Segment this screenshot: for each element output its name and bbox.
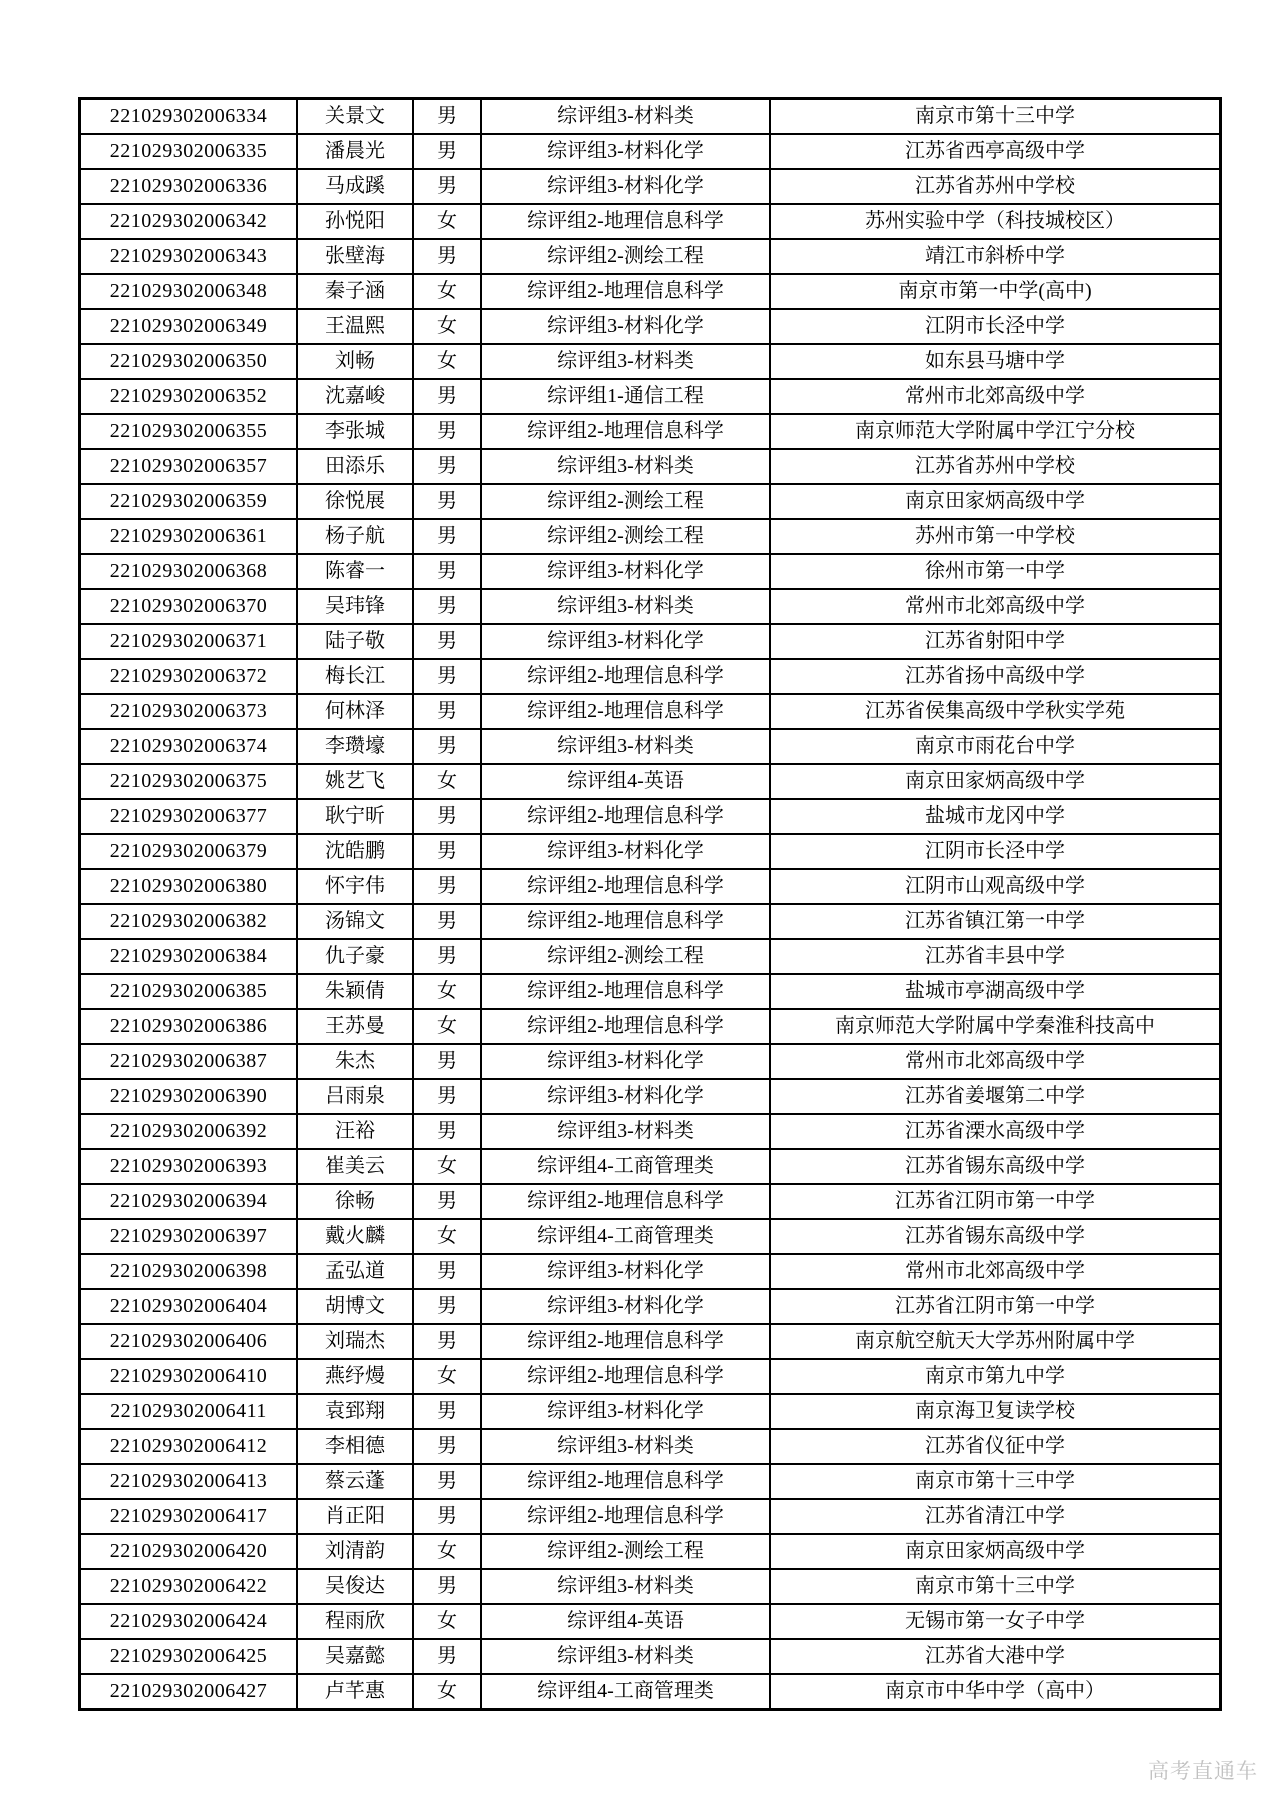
candidate-id-cell: 221029302006384 [80, 939, 298, 974]
candidate-id-cell: 221029302006382 [80, 904, 298, 939]
gender-cell: 男 [413, 1639, 481, 1674]
group-cell: 综评组3-材料化学 [481, 1289, 770, 1324]
candidate-name-cell: 肖正阳 [297, 1499, 413, 1534]
school-cell: 苏州实验中学（科技城校区） [770, 204, 1221, 239]
candidate-id-cell: 221029302006413 [80, 1464, 298, 1499]
table-row [80, 834, 1221, 869]
candidate-id-cell: 221029302006422 [80, 1569, 298, 1604]
candidate-id-cell: 221029302006385 [80, 974, 298, 1009]
gender-cell: 男 [413, 1324, 481, 1359]
candidate-name-cell: 王温熙 [297, 309, 413, 344]
table-row [80, 659, 1221, 694]
table-row [80, 904, 1221, 939]
school-cell: 江苏省侯集高级中学秋实学苑 [770, 694, 1221, 729]
group-cell: 综评组3-材料类 [481, 99, 770, 135]
candidate-id-cell: 221029302006425 [80, 1639, 298, 1674]
table-row [80, 1289, 1221, 1324]
gender-cell: 男 [413, 729, 481, 764]
candidate-id-cell: 221029302006371 [80, 624, 298, 659]
school-cell: 南京田家炳高级中学 [770, 484, 1221, 519]
table-row [80, 1569, 1221, 1604]
table-row [80, 1009, 1221, 1044]
candidate-id-cell: 221029302006417 [80, 1499, 298, 1534]
candidate-table [78, 97, 1222, 1711]
candidate-name-cell: 陆子敬 [297, 624, 413, 659]
group-cell: 综评组2-测绘工程 [481, 519, 770, 554]
candidate-id-cell: 221029302006394 [80, 1184, 298, 1219]
school-cell: 江苏省江阴市第一中学 [770, 1184, 1221, 1219]
candidate-id-cell: 221029302006397 [80, 1219, 298, 1254]
group-cell: 综评组3-材料化学 [481, 1394, 770, 1429]
group-cell: 综评组1-通信工程 [481, 379, 770, 414]
table-row [80, 1044, 1221, 1079]
candidate-name-cell: 李张城 [297, 414, 413, 449]
candidate-id-cell: 221029302006380 [80, 869, 298, 904]
candidate-name-cell: 蔡云蓬 [297, 1464, 413, 1499]
school-cell: 江苏省锡东高级中学 [770, 1219, 1221, 1254]
table-row [80, 729, 1221, 764]
table-row [80, 1324, 1221, 1359]
candidate-name-cell: 耿宁昕 [297, 799, 413, 834]
table-row [80, 1359, 1221, 1394]
school-cell: 无锡市第一女子中学 [770, 1604, 1221, 1639]
gender-cell: 女 [413, 1674, 481, 1710]
school-cell: 南京航空航天大学苏州附属中学 [770, 1324, 1221, 1359]
candidate-name-cell: 潘晨光 [297, 134, 413, 169]
candidate-id-cell: 221029302006374 [80, 729, 298, 764]
gender-cell: 男 [413, 1394, 481, 1429]
candidate-name-cell: 徐畅 [297, 1184, 413, 1219]
group-cell: 综评组3-材料化学 [481, 834, 770, 869]
gender-cell: 女 [413, 1149, 481, 1184]
group-cell: 综评组3-材料化学 [481, 169, 770, 204]
candidate-name-cell: 程雨欣 [297, 1604, 413, 1639]
group-cell: 综评组3-材料类 [481, 589, 770, 624]
candidate-name-cell: 胡博文 [297, 1289, 413, 1324]
group-cell: 综评组2-地理信息科学 [481, 414, 770, 449]
gender-cell: 男 [413, 1079, 481, 1114]
candidate-id-cell: 221029302006355 [80, 414, 298, 449]
school-cell: 江苏省姜堰第二中学 [770, 1079, 1221, 1114]
gender-cell: 男 [413, 484, 481, 519]
school-cell: 南京田家炳高级中学 [770, 1534, 1221, 1569]
candidate-id-cell: 221029302006424 [80, 1604, 298, 1639]
school-cell: 江苏省镇江第一中学 [770, 904, 1221, 939]
candidate-name-cell: 李相德 [297, 1429, 413, 1464]
group-cell: 综评组2-地理信息科学 [481, 659, 770, 694]
group-cell: 综评组3-材料类 [481, 729, 770, 764]
candidate-name-cell: 孙悦阳 [297, 204, 413, 239]
gender-cell: 男 [413, 379, 481, 414]
gender-cell: 男 [413, 834, 481, 869]
school-cell: 江苏省苏州中学校 [770, 449, 1221, 484]
table-row [80, 1464, 1221, 1499]
table-row [80, 1394, 1221, 1429]
group-cell: 综评组3-材料类 [481, 1569, 770, 1604]
candidate-id-cell: 221029302006372 [80, 659, 298, 694]
school-cell: 南京海卫复读学校 [770, 1394, 1221, 1429]
group-cell: 综评组3-材料化学 [481, 554, 770, 589]
gender-cell: 女 [413, 309, 481, 344]
candidate-name-cell: 吴玮锋 [297, 589, 413, 624]
school-cell: 江苏省西亭高级中学 [770, 134, 1221, 169]
school-cell: 如东县马塘中学 [770, 344, 1221, 379]
group-cell: 综评组2-测绘工程 [481, 939, 770, 974]
table-row [80, 414, 1221, 449]
group-cell: 综评组4-工商管理类 [481, 1219, 770, 1254]
school-cell: 南京市第九中学 [770, 1359, 1221, 1394]
group-cell: 综评组4-工商管理类 [481, 1674, 770, 1710]
group-cell: 综评组2-地理信息科学 [481, 274, 770, 309]
candidate-id-cell: 221029302006352 [80, 379, 298, 414]
school-cell: 江苏省清江中学 [770, 1499, 1221, 1534]
candidate-name-cell: 何林泽 [297, 694, 413, 729]
gender-cell: 男 [413, 1184, 481, 1219]
gender-cell: 女 [413, 1534, 481, 1569]
gender-cell: 男 [413, 414, 481, 449]
candidate-id-cell: 221029302006387 [80, 1044, 298, 1079]
gender-cell: 男 [413, 1044, 481, 1079]
candidate-id-cell: 221029302006386 [80, 1009, 298, 1044]
school-cell: 南京市第十三中学 [770, 1464, 1221, 1499]
group-cell: 综评组3-材料类 [481, 449, 770, 484]
table-row [80, 1639, 1221, 1674]
table-row [80, 134, 1221, 169]
gender-cell: 男 [413, 799, 481, 834]
table-row [80, 1184, 1221, 1219]
table-row [80, 1499, 1221, 1534]
school-cell: 南京市中华中学（高中） [770, 1674, 1221, 1710]
table-row [80, 589, 1221, 624]
school-cell: 南京师范大学附属中学秦淮科技高中 [770, 1009, 1221, 1044]
candidate-id-cell: 221029302006420 [80, 1534, 298, 1569]
gender-cell: 女 [413, 1359, 481, 1394]
school-cell: 南京师范大学附属中学江宁分校 [770, 414, 1221, 449]
table-row [80, 1429, 1221, 1464]
school-cell: 江阴市山观高级中学 [770, 869, 1221, 904]
candidate-name-cell: 汤锦文 [297, 904, 413, 939]
candidate-name-cell: 沈皓鹏 [297, 834, 413, 869]
table-row [80, 1114, 1221, 1149]
gender-cell: 女 [413, 204, 481, 239]
group-cell: 综评组2-地理信息科学 [481, 1499, 770, 1534]
candidate-id-cell: 221029302006350 [80, 344, 298, 379]
candidate-id-cell: 221029302006411 [80, 1394, 298, 1429]
school-cell: 常州市北郊高级中学 [770, 379, 1221, 414]
group-cell: 综评组4-英语 [481, 764, 770, 799]
table-row [80, 1604, 1221, 1639]
gender-cell: 男 [413, 659, 481, 694]
school-cell: 常州市北郊高级中学 [770, 1044, 1221, 1079]
table-row [80, 169, 1221, 204]
group-cell: 综评组3-材料化学 [481, 1254, 770, 1289]
table-row [80, 99, 1221, 135]
candidate-name-cell: 徐悦展 [297, 484, 413, 519]
candidate-name-cell: 吴俊达 [297, 1569, 413, 1604]
table-row [80, 1149, 1221, 1184]
group-cell: 综评组2-地理信息科学 [481, 1359, 770, 1394]
table-row [80, 799, 1221, 834]
candidate-name-cell: 燕纾熳 [297, 1359, 413, 1394]
gender-cell: 男 [413, 624, 481, 659]
gender-cell: 男 [413, 1499, 481, 1534]
table-row [80, 449, 1221, 484]
school-cell: 江苏省扬中高级中学 [770, 659, 1221, 694]
gender-cell: 男 [413, 134, 481, 169]
candidate-name-cell: 刘清韵 [297, 1534, 413, 1569]
table-row [80, 624, 1221, 659]
candidate-id-cell: 221029302006410 [80, 1359, 298, 1394]
school-cell: 常州市北郊高级中学 [770, 1254, 1221, 1289]
group-cell: 综评组2-地理信息科学 [481, 1184, 770, 1219]
group-cell: 综评组2-测绘工程 [481, 1534, 770, 1569]
school-cell: 江苏省苏州中学校 [770, 169, 1221, 204]
candidate-name-cell: 杨子航 [297, 519, 413, 554]
candidate-name-cell: 秦子涵 [297, 274, 413, 309]
group-cell: 综评组3-材料化学 [481, 624, 770, 659]
school-cell: 江苏省大港中学 [770, 1639, 1221, 1674]
candidate-id-cell: 221029302006336 [80, 169, 298, 204]
school-cell: 江阴市长泾中学 [770, 309, 1221, 344]
candidate-name-cell: 陈睿一 [297, 554, 413, 589]
gender-cell: 男 [413, 1569, 481, 1604]
gender-cell: 男 [413, 1289, 481, 1324]
table-row [80, 764, 1221, 799]
group-cell: 综评组3-材料化学 [481, 1044, 770, 1079]
table-row [80, 1534, 1221, 1569]
table-row [80, 694, 1221, 729]
school-cell: 江苏省江阴市第一中学 [770, 1289, 1221, 1324]
group-cell: 综评组2-测绘工程 [481, 239, 770, 274]
table-row [80, 344, 1221, 379]
gender-cell: 男 [413, 904, 481, 939]
group-cell: 综评组2-地理信息科学 [481, 694, 770, 729]
school-cell: 江苏省射阳中学 [770, 624, 1221, 659]
gender-cell: 男 [413, 589, 481, 624]
school-cell: 江苏省锡东高级中学 [770, 1149, 1221, 1184]
school-cell: 南京市第一中学(高中) [770, 274, 1221, 309]
candidate-name-cell: 关景文 [297, 99, 413, 135]
candidate-id-cell: 221029302006406 [80, 1324, 298, 1359]
group-cell: 综评组2-地理信息科学 [481, 974, 770, 1009]
table-row [80, 239, 1221, 274]
school-cell: 靖江市斜桥中学 [770, 239, 1221, 274]
candidate-name-cell: 朱颖倩 [297, 974, 413, 1009]
candidate-name-cell: 汪裕 [297, 1114, 413, 1149]
candidate-name-cell: 张壁海 [297, 239, 413, 274]
candidate-name-cell: 吕雨泉 [297, 1079, 413, 1114]
gender-cell: 男 [413, 694, 481, 729]
candidate-name-cell: 袁郅翔 [297, 1394, 413, 1429]
table-row [80, 554, 1221, 589]
candidate-name-cell: 姚艺飞 [297, 764, 413, 799]
candidate-name-cell: 吴嘉懿 [297, 1639, 413, 1674]
candidate-name-cell: 怀宇伟 [297, 869, 413, 904]
candidate-id-cell: 221029302006412 [80, 1429, 298, 1464]
group-cell: 综评组3-材料化学 [481, 1079, 770, 1114]
candidate-name-cell: 卢芊惠 [297, 1674, 413, 1710]
candidate-name-cell: 刘瑞杰 [297, 1324, 413, 1359]
group-cell: 综评组2-地理信息科学 [481, 799, 770, 834]
gender-cell: 男 [413, 1464, 481, 1499]
candidate-id-cell: 221029302006361 [80, 519, 298, 554]
group-cell: 综评组3-材料化学 [481, 134, 770, 169]
candidate-id-cell: 221029302006348 [80, 274, 298, 309]
table-row [80, 939, 1221, 974]
table-row [80, 869, 1221, 904]
candidate-name-cell: 孟弘道 [297, 1254, 413, 1289]
school-cell: 江阴市长泾中学 [770, 834, 1221, 869]
candidate-id-cell: 221029302006359 [80, 484, 298, 519]
group-cell: 综评组3-材料类 [481, 1429, 770, 1464]
candidate-id-cell: 221029302006342 [80, 204, 298, 239]
school-cell: 江苏省溧水高级中学 [770, 1114, 1221, 1149]
candidate-name-cell: 戴火麟 [297, 1219, 413, 1254]
group-cell: 综评组2-地理信息科学 [481, 1009, 770, 1044]
candidate-name-cell: 梅长江 [297, 659, 413, 694]
candidate-id-cell: 221029302006349 [80, 309, 298, 344]
candidate-id-cell: 221029302006334 [80, 99, 298, 135]
table-row [80, 1079, 1221, 1114]
candidate-id-cell: 221029302006373 [80, 694, 298, 729]
table-row [80, 1674, 1221, 1710]
gender-cell: 男 [413, 869, 481, 904]
school-cell: 盐城市龙冈中学 [770, 799, 1221, 834]
group-cell: 综评组3-材料类 [481, 1114, 770, 1149]
candidate-name-cell: 崔美云 [297, 1149, 413, 1184]
gender-cell: 女 [413, 764, 481, 799]
candidate-name-cell: 王苏曼 [297, 1009, 413, 1044]
candidate-id-cell: 221029302006379 [80, 834, 298, 869]
gender-cell: 女 [413, 1219, 481, 1254]
table-row [80, 1254, 1221, 1289]
table-row [80, 974, 1221, 1009]
table-row [80, 379, 1221, 414]
school-cell: 江苏省丰县中学 [770, 939, 1221, 974]
candidate-id-cell: 221029302006404 [80, 1289, 298, 1324]
school-cell: 苏州市第一中学校 [770, 519, 1221, 554]
table-row [80, 274, 1221, 309]
gender-cell: 女 [413, 1604, 481, 1639]
school-cell: 盐城市亭湖高级中学 [770, 974, 1221, 1009]
candidate-name-cell: 马成蹊 [297, 169, 413, 204]
candidate-id-cell: 221029302006357 [80, 449, 298, 484]
candidate-id-cell: 221029302006335 [80, 134, 298, 169]
gender-cell: 男 [413, 554, 481, 589]
candidate-id-cell: 221029302006368 [80, 554, 298, 589]
gender-cell: 男 [413, 169, 481, 204]
group-cell: 综评组2-测绘工程 [481, 484, 770, 519]
candidate-id-cell: 221029302006375 [80, 764, 298, 799]
table-row [80, 1219, 1221, 1254]
candidate-name-cell: 李瓒壕 [297, 729, 413, 764]
candidate-id-cell: 221029302006393 [80, 1149, 298, 1184]
gender-cell: 男 [413, 1254, 481, 1289]
table-row [80, 519, 1221, 554]
gender-cell: 男 [413, 99, 481, 135]
school-cell: 南京市雨花台中学 [770, 729, 1221, 764]
group-cell: 综评组2-地理信息科学 [481, 1324, 770, 1359]
candidate-id-cell: 221029302006343 [80, 239, 298, 274]
candidate-name-cell: 朱杰 [297, 1044, 413, 1079]
school-cell: 徐州市第一中学 [770, 554, 1221, 589]
candidate-id-cell: 221029302006370 [80, 589, 298, 624]
gender-cell: 男 [413, 939, 481, 974]
table-row [80, 309, 1221, 344]
group-cell: 综评组2-地理信息科学 [481, 869, 770, 904]
group-cell: 综评组4-英语 [481, 1604, 770, 1639]
gender-cell: 女 [413, 274, 481, 309]
gender-cell: 女 [413, 1009, 481, 1044]
group-cell: 综评组4-工商管理类 [481, 1149, 770, 1184]
gender-cell: 男 [413, 1114, 481, 1149]
candidate-name-cell: 沈嘉峻 [297, 379, 413, 414]
school-cell: 江苏省仪征中学 [770, 1429, 1221, 1464]
candidate-id-cell: 221029302006390 [80, 1079, 298, 1114]
group-cell: 综评组3-材料类 [481, 1639, 770, 1674]
candidate-id-cell: 221029302006427 [80, 1674, 298, 1710]
candidate-id-cell: 221029302006398 [80, 1254, 298, 1289]
gender-cell: 男 [413, 1429, 481, 1464]
candidate-name-cell: 刘畅 [297, 344, 413, 379]
group-cell: 综评组2-地理信息科学 [481, 1464, 770, 1499]
table-row [80, 484, 1221, 519]
candidate-name-cell: 田添乐 [297, 449, 413, 484]
gender-cell: 男 [413, 449, 481, 484]
school-cell: 常州市北郊高级中学 [770, 589, 1221, 624]
candidate-id-cell: 221029302006392 [80, 1114, 298, 1149]
school-cell: 南京市第十三中学 [770, 1569, 1221, 1604]
group-cell: 综评组2-地理信息科学 [481, 904, 770, 939]
gender-cell: 女 [413, 974, 481, 1009]
group-cell: 综评组3-材料类 [481, 344, 770, 379]
group-cell: 综评组2-地理信息科学 [481, 204, 770, 239]
candidate-table-body [80, 99, 1221, 1710]
gender-cell: 男 [413, 519, 481, 554]
group-cell: 综评组3-材料化学 [481, 309, 770, 344]
candidate-name-cell: 仇子豪 [297, 939, 413, 974]
gender-cell: 男 [413, 239, 481, 274]
gender-cell: 女 [413, 344, 481, 379]
candidate-id-cell: 221029302006377 [80, 799, 298, 834]
table-row [80, 204, 1221, 239]
school-cell: 南京田家炳高级中学 [770, 764, 1221, 799]
school-cell: 南京市第十三中学 [770, 99, 1221, 135]
watermark: 高考直通车 [1148, 1759, 1258, 1783]
